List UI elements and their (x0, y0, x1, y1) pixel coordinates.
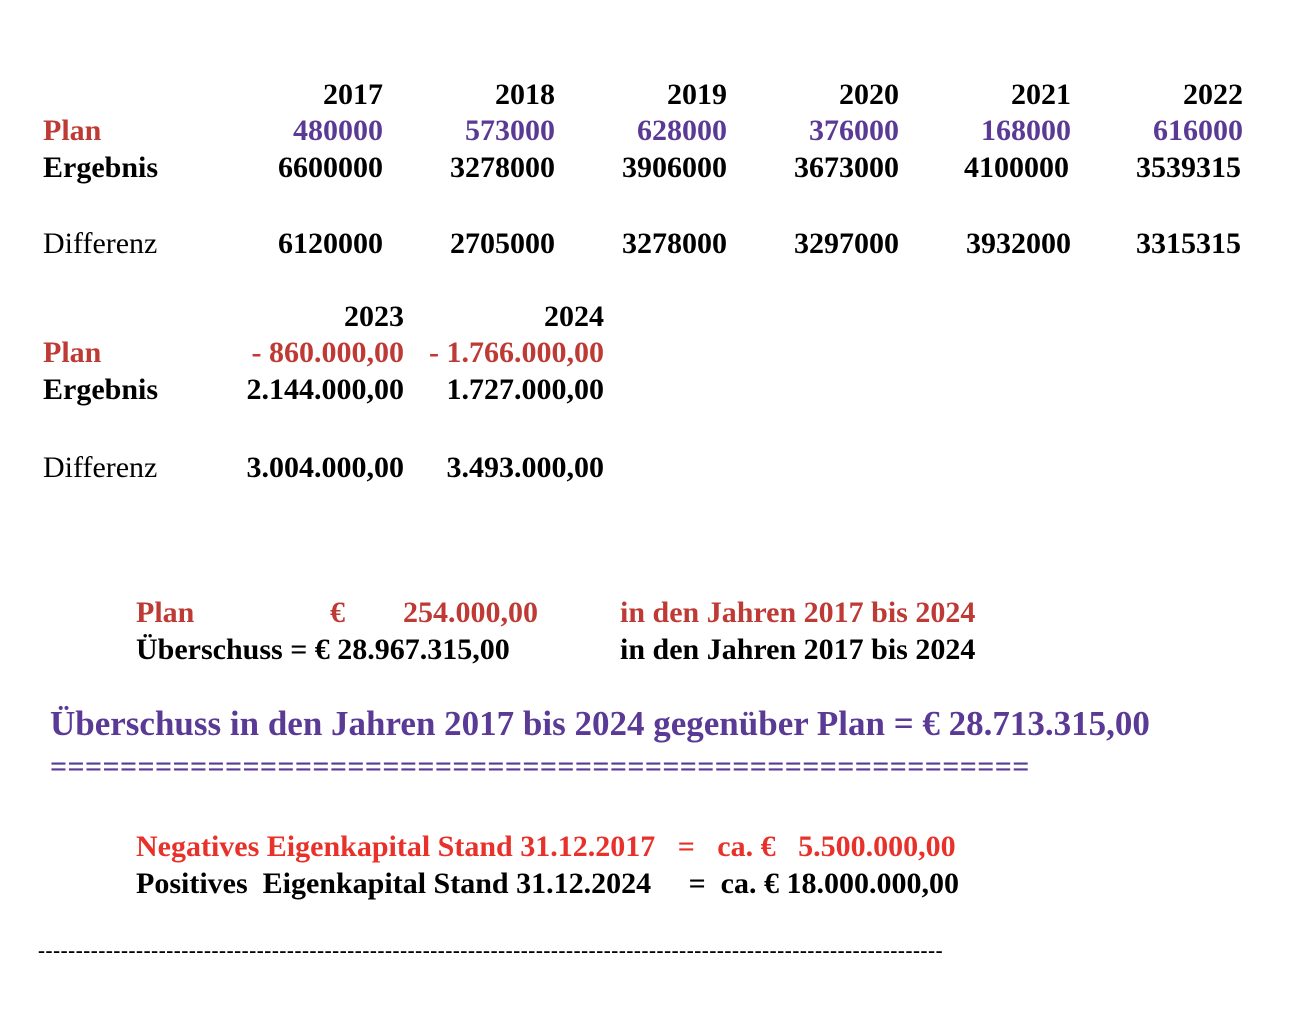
table1-plan-value: 168000 (981, 114, 1071, 147)
summary-surplus-period: in den Jahren 2017 bis 2024 (620, 633, 976, 666)
table2-ergebnis-value: 2.144.000,00 (246, 373, 404, 406)
table1-year-2018: 2018 (495, 78, 555, 111)
summary-plan-label: Plan (136, 596, 195, 629)
headline-underline: ======================================================== (50, 750, 1030, 783)
summary-plan-currency: € (330, 596, 345, 629)
table1-ergebnis-value: 3278000 (450, 151, 555, 184)
headline-rest: in den Jahren 2017 bis 2024 gegenüber Plan = € 28.713.315,00 (221, 704, 1150, 743)
table1-differenz-label: Differenz (43, 227, 158, 260)
table1-plan-value: 376000 (809, 114, 899, 147)
table1-year-2022: 2022 (1183, 78, 1243, 111)
table2-differenz-label: Differenz (43, 451, 158, 484)
table1-differenz-value: 3932000 (966, 227, 1071, 260)
table1-year-2019: 2019 (667, 78, 727, 111)
dashed-divider: ------------------------------------------------------------------------------------------------------------------------ (38, 938, 944, 962)
table2-year-2024: 2024 (544, 300, 604, 333)
table1-ergebnis-value: 4100000 (964, 151, 1069, 184)
table1-plan-value: 616000 (1153, 114, 1243, 147)
equity-positive: Positives Eigenkapital Stand 31.12.2024 = ca. € 18.000.000,00 (136, 867, 959, 900)
table1-year-2017: 2017 (323, 78, 383, 111)
headline-surplus-word: Überschuss (50, 704, 222, 743)
table2-differenz-value: 3.493.000,00 (446, 451, 604, 484)
headline (50, 706, 1150, 741)
equity-negative: Negatives Eigenkapital Stand 31.12.2017 = ca. € 5.500.000,00 (136, 830, 956, 863)
table1-differenz-value: 3278000 (622, 227, 727, 260)
table1-ergebnis-value: 3539315 (1136, 151, 1241, 184)
table1-differenz-value: 3315315 (1136, 227, 1241, 260)
table1-ergebnis-value: 6600000 (278, 151, 383, 184)
table1-differenz-value: 3297000 (794, 227, 899, 260)
table2-year-2023: 2023 (344, 300, 404, 333)
table2-plan-label: Plan (43, 336, 102, 369)
table1-ergebnis-value: 3673000 (794, 151, 899, 184)
table1-year-2020: 2020 (839, 78, 899, 111)
table1-differenz-value: 2705000 (450, 227, 555, 260)
table2-plan-value: - 860.000,00 (251, 336, 404, 369)
table1-differenz-value: 6120000 (278, 227, 383, 260)
table1-plan-label: Plan (43, 114, 102, 147)
table2-ergebnis-value: 1.727.000,00 (446, 373, 604, 406)
table1-plan-value: 480000 (293, 114, 383, 147)
table2-ergebnis-label: Ergebnis (43, 373, 159, 406)
table1-ergebnis-label: Ergebnis (43, 151, 159, 184)
table2-plan-value: - 1.766.000,00 (429, 336, 604, 369)
summary-plan-amount: 254.000,00 (403, 596, 538, 629)
table1-ergebnis-value: 3906000 (622, 151, 727, 184)
summary-surplus-text: Überschuss = € 28.967.315,00 (136, 633, 510, 666)
summary-plan-period: in den Jahren 2017 bis 2024 (620, 596, 976, 629)
table2-differenz-value: 3.004.000,00 (246, 451, 404, 484)
table1-plan-value: 628000 (637, 114, 727, 147)
table1-year-2021: 2021 (1011, 78, 1071, 111)
table1-plan-value: 573000 (465, 114, 555, 147)
